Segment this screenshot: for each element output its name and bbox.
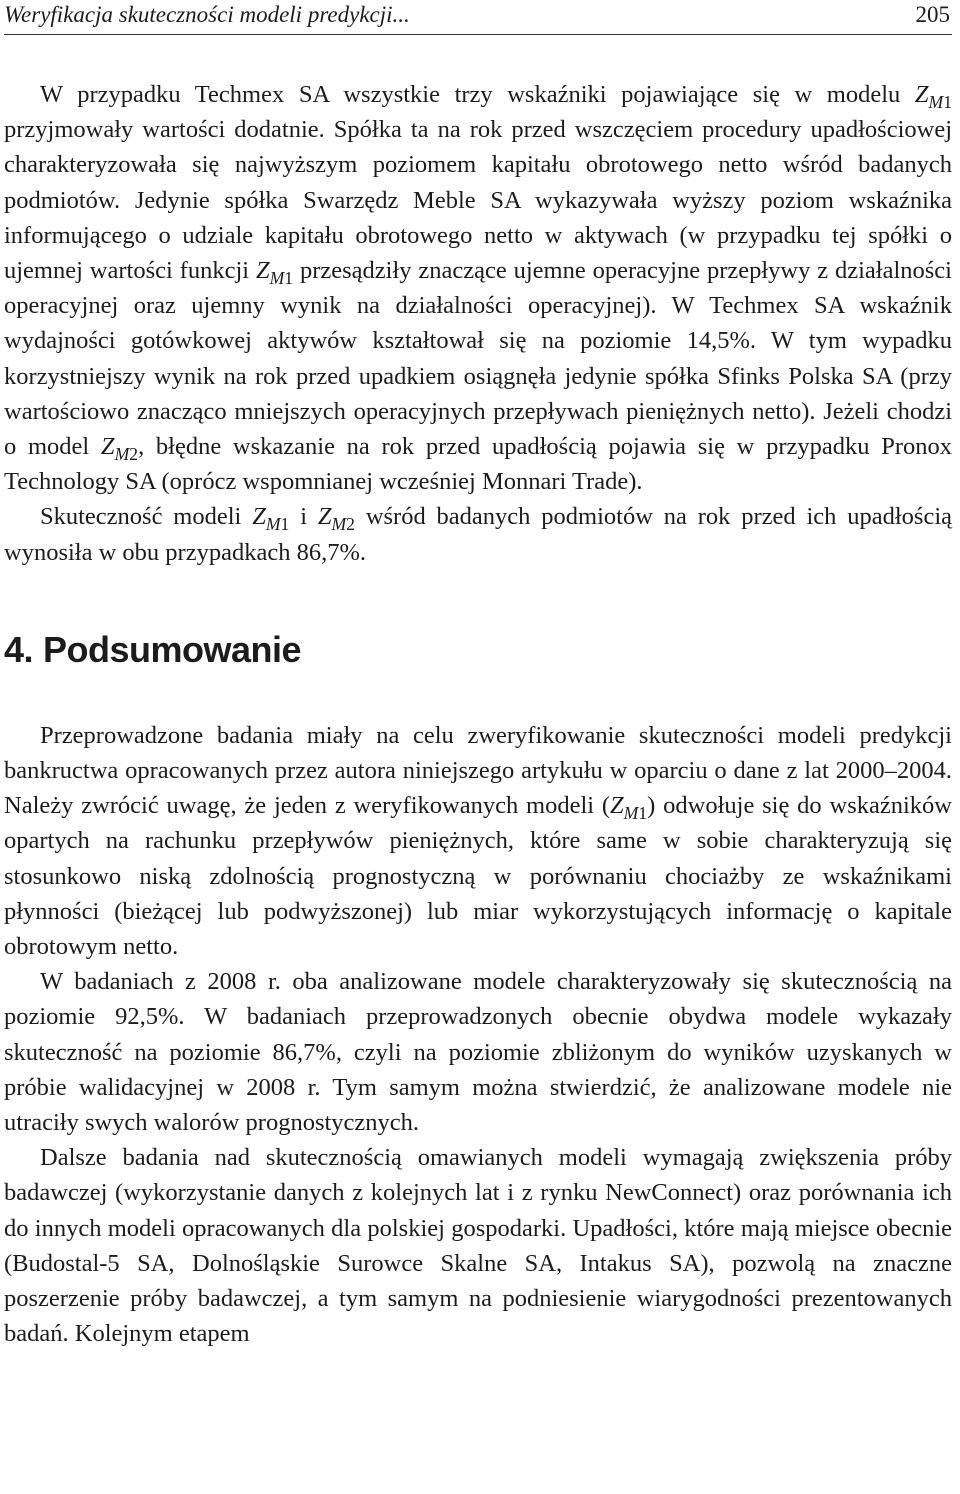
text-run: przyjmowały wartości dodatnie. Spółka ta na rok przed wszczęciem procedury upadłościowej charakteryzowała się najwyższym poziomem kapitału obrotowego netto wśród badanych podmiotów. Jedynie spółka Swarzędz Meble SA wykazywała wyższy poziom wskaźnika informującego o udziale kapitału obrotowego netto w aktywach (w przypadku tej spółki o ujemnej wartości funkcji <box>4 116 952 285</box>
paragraph-2008-results: W badaniach z 2008 r. oba analizowane modele charakteryzowały się skutecznością na poziomie 92,5%. W badaniach przeprowadzonych obecnie obydwa modele wykazały skuteczność na poziomie 86,7%, czyli na poziomie zbliżonym do wyników uzyskanych w próbie walidacyjnej w 2008 r. Tym samym można stwierdzić, że analizowane modele nie utraciły swych walorów prognostycznych. <box>4 968 952 1137</box>
text-run: ) odwołuje się do wskaźników opartych na rachunku przepływów pieniężnych, które same w sobie charakteryzują się stosunkowo niską zdolnością prognostyczną w porównaniu chociażby ze wskaźnikami płynności (bieżącej lub podwyższonej) lub miar wykorzystujących informację o kapitale obrotowym netto. <box>4 792 952 961</box>
text-run: wśród badanych podmiotów na rok przed ich upadłością wynosiła w obu przypadkach 86,7%. <box>4 503 952 566</box>
paragraph-techmex <box>4 77 952 499</box>
text-run: przesądziły znaczące ujemne operacyjne przepływy z działalności operacyjnej oraz ujemny wynik na działalności operacyjnej). W Techmex SA wskaźnik wydajności gotówkowej aktywów kształtował się na poziomie 14,5%. W tym wypadku korzystniejszy wynik na rok przed upadkiem osiągnęła jedynie spółka Sfinks Polska SA (przy wartościowo znacząco mniejszych operacyjnych przepływach pieniężnych netto). Jeżeli chodzi o model <box>4 257 952 461</box>
paragraph-effectiveness <box>4 499 952 569</box>
text-run: Skuteczność modeli <box>40 503 253 531</box>
model-symbol-zm2: $Z_{M2}$ <box>317 503 355 535</box>
paragraph-summary-intro <box>4 718 952 964</box>
text-run: W przypadku Techmex SA wszystkie trzy wskaźniki pojawiające się w modelu <box>40 81 915 108</box>
text-run: , błędne wskazanie na rok przed upadłością pojawia się w przypadku Pronox Technology SA (oprócz wspomnianej wcześniej Monnari Trade). <box>4 433 952 496</box>
text-run: i <box>289 503 318 531</box>
running-header <box>4 0 952 35</box>
model-symbol-zm2: $Z_{M2}$ <box>100 433 139 465</box>
model-symbol-zm1: $Z_{M1}$ <box>914 81 952 113</box>
section-number: 4. <box>4 628 34 670</box>
model-symbol-zm1: $Z_{M1}$ <box>255 257 294 289</box>
section-title: Podsumowanie <box>43 628 302 670</box>
section-heading <box>4 628 952 672</box>
paragraph-further-research: Dalsze badania nad skutecznością omawianych modeli wymagają zwiększenia próby badawczej (wykorzystanie danych z kolejnych lat i z rynku NewConnect) oraz porównania ich do innych modeli opracowanych dla polskiej gospodarki. Upadłości, które mają miejsce obecnie (Budostal-5 SA, Dolnośląskie Surowce Skalne SA, Intakus SA), pozwolą na znaczne poszerzenie próby badawczej, a tym samym na podniesienie wiarygodności prezentowanych badań. Kolejnym etapem <box>4 1144 952 1348</box>
running-title: Weryfikacja skuteczności modeli predykcji... <box>4 2 410 27</box>
model-symbol-zm1: $Z_{M1}$ <box>610 792 648 824</box>
text-run: Przeprowadzone badania miały na celu zweryfikowanie skuteczności modeli predykcji bankructwa opracowanych przez autora niniejszego artykułu w oparciu o dane z lat 2000–2004. Należy zwrócić uwagę, że jeden z weryfikowanych modeli ( <box>4 721 952 820</box>
model-symbol-zm1: $Z_{M1}$ <box>252 503 290 535</box>
main-text <box>4 77 952 1352</box>
page-number: 205 <box>915 2 950 27</box>
